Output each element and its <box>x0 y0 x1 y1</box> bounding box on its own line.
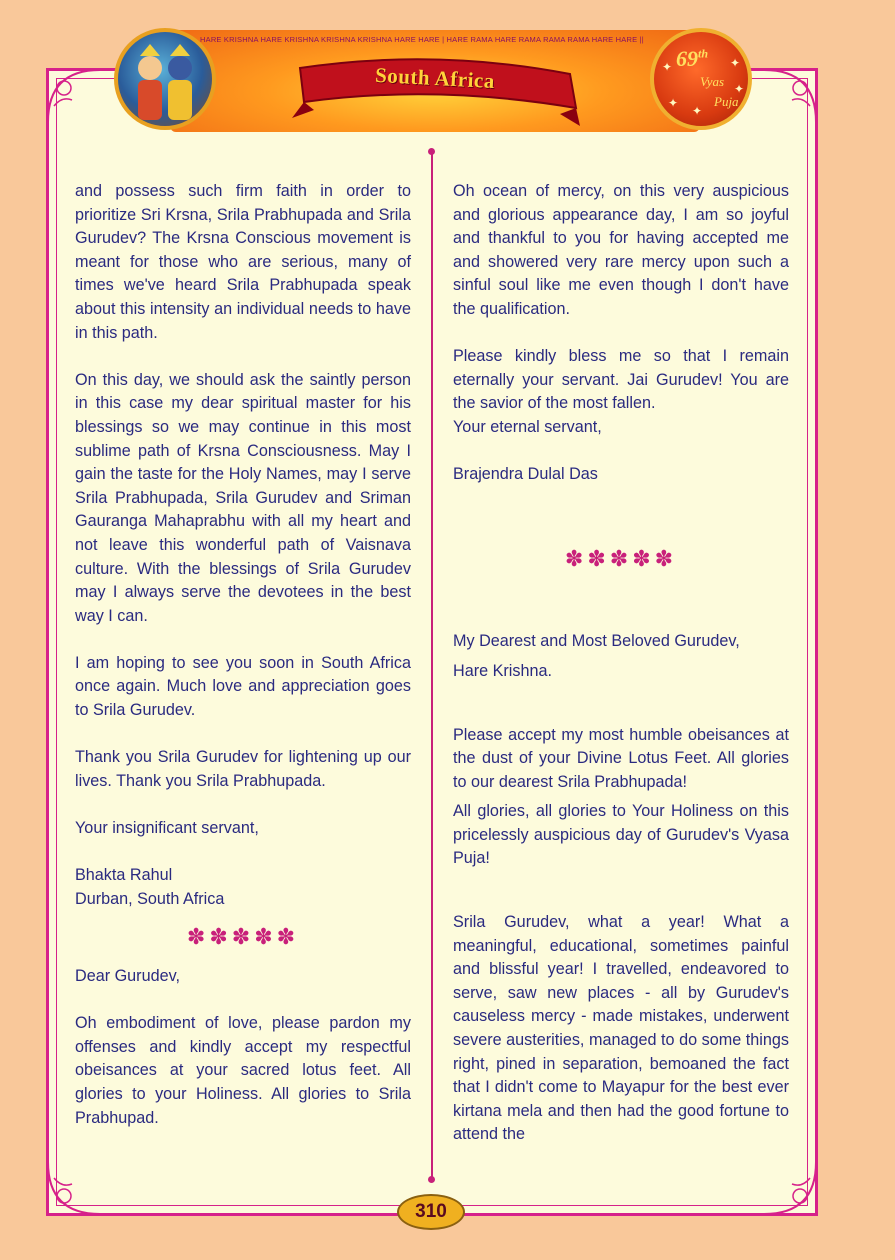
corner-flourish-icon <box>760 66 820 126</box>
sparkle-icon: ✦ <box>692 104 703 118</box>
salutation: Dear Gurudev, <box>75 967 180 985</box>
divider-dot-icon <box>428 1176 435 1183</box>
closing-line: Your eternal servant, <box>453 417 602 436</box>
section-separator-stars: ✽✽✽✽✽ <box>186 924 300 950</box>
paragraph: and possess such firm faith in order to prioritize Sri Krsna, Srila Prabhupada and Srila Gurudev? The Krsna Conscious movement is meant for those who are serious, many of times we've heard Srila Prabhupada speak about this intensity an individual needs to have in this path. <box>75 182 411 342</box>
vyas-puja-number <box>676 46 708 72</box>
author-name: Brajendra Dulal Das <box>453 465 598 484</box>
deity-medallion <box>114 28 216 130</box>
paragraph: Oh ocean of mercy, on this very auspicious and glorious appearance day, I am so joyful and thankful to you for having accepted me and showered very rare mercy upon such a sinful soul like me even though I don't have the qualification. <box>453 182 789 318</box>
left-column <box>75 180 411 1130</box>
sparkle-icon: ✦ <box>662 60 673 74</box>
sparkle-icon: ✦ <box>668 96 679 110</box>
paragraph: On this day, we should ask the saintly person in this case my dear spiritual master for his blessings so we may continue in this most sublime path of Krsna Consciousness. May I gain the taste for the Holy Names, may I serve Srila Prabhupada, Srila Gurudev and Sriman Gauranga Mahaprabhu with all my heart and not leave this wonderful path of Vaisnava culture. With the blessings of Srila Gurudev may I always serve the devotees in the best way I can. <box>75 370 411 625</box>
paragraph: Please kindly bless me so that I remain eternally your servant. Jai Gurudev! You are the savior of the most fallen. <box>453 347 789 413</box>
page-number: 310 <box>397 1194 465 1230</box>
corner-flourish-icon <box>44 66 104 126</box>
closing-line: Your insignificant servant, <box>75 819 259 838</box>
page-title: South Africa <box>374 62 496 94</box>
paragraph: Oh embodiment of love, please pardon my offenses and kindly accept my respectful obeisances at your sacred lotus feet. All glories to your Holiness. All glories to Srila Prabhupad. <box>75 1014 411 1127</box>
header-mantra: HARE KRISHNA HARE KRISHNA KRISHNA KRISHNA HARE HARE | HARE RAMA HARE RAMA RAMA RAMA HARE HARE || <box>200 35 644 44</box>
salutation: My Dearest and Most Beloved Gurudev, <box>453 632 740 651</box>
corner-flourish-icon <box>44 1158 104 1218</box>
sparkle-icon: ✦ <box>730 56 741 70</box>
vyas-label: Vyas <box>700 74 725 89</box>
sparkle-icon: ✦ <box>734 82 745 96</box>
divider-dot-icon <box>428 148 435 155</box>
paragraph: All glories, all glories to Your Holiness on this pricelessly auspicious day of Gurudev's Vyasa Puja! <box>453 802 789 868</box>
author-name: Bhakta Rahul <box>75 866 173 885</box>
vyas-puja-number-suffix: th <box>698 46 709 61</box>
section-separator-stars: ✽✽✽✽✽ <box>564 545 678 571</box>
paragraph: Srila Gurudev, what a year! What a meaningful, educational, sometimes painful and blissful year! I travelled, endeavored to serve, saw new places - all by Gurudev's causeless mercy - made mistakes, underwent severe austerities, managed to do some things right, pined in separation, bemoaned the fact that I didn't come to Mayapur for the best ever kirtana mela and then had the good fortune to attend the <box>453 913 789 1144</box>
corner-flourish-icon <box>760 1158 820 1218</box>
right-column <box>453 180 789 1147</box>
puja-label: Puja <box>714 94 739 109</box>
column-divider <box>431 152 433 1180</box>
paragraph: Thank you Srila Gurudev for lightening up our lives. Thank you Srila Prabhupada. <box>75 748 411 790</box>
deity-image-icon <box>118 32 212 126</box>
vyas-puja-number-value: 69 <box>676 46 698 71</box>
greeting: Hare Krishna. <box>453 661 552 680</box>
author-location: Durban, South Africa <box>75 889 225 908</box>
paragraph: Please accept my most humble obeisances at the dust of your Divine Lotus Feet. All glories to our dearest Srila Prabhupada! <box>453 725 789 791</box>
paragraph: I am hoping to see you soon in South Africa once again. Much love and appreciation goes to Srila Gurudev. <box>75 653 411 720</box>
